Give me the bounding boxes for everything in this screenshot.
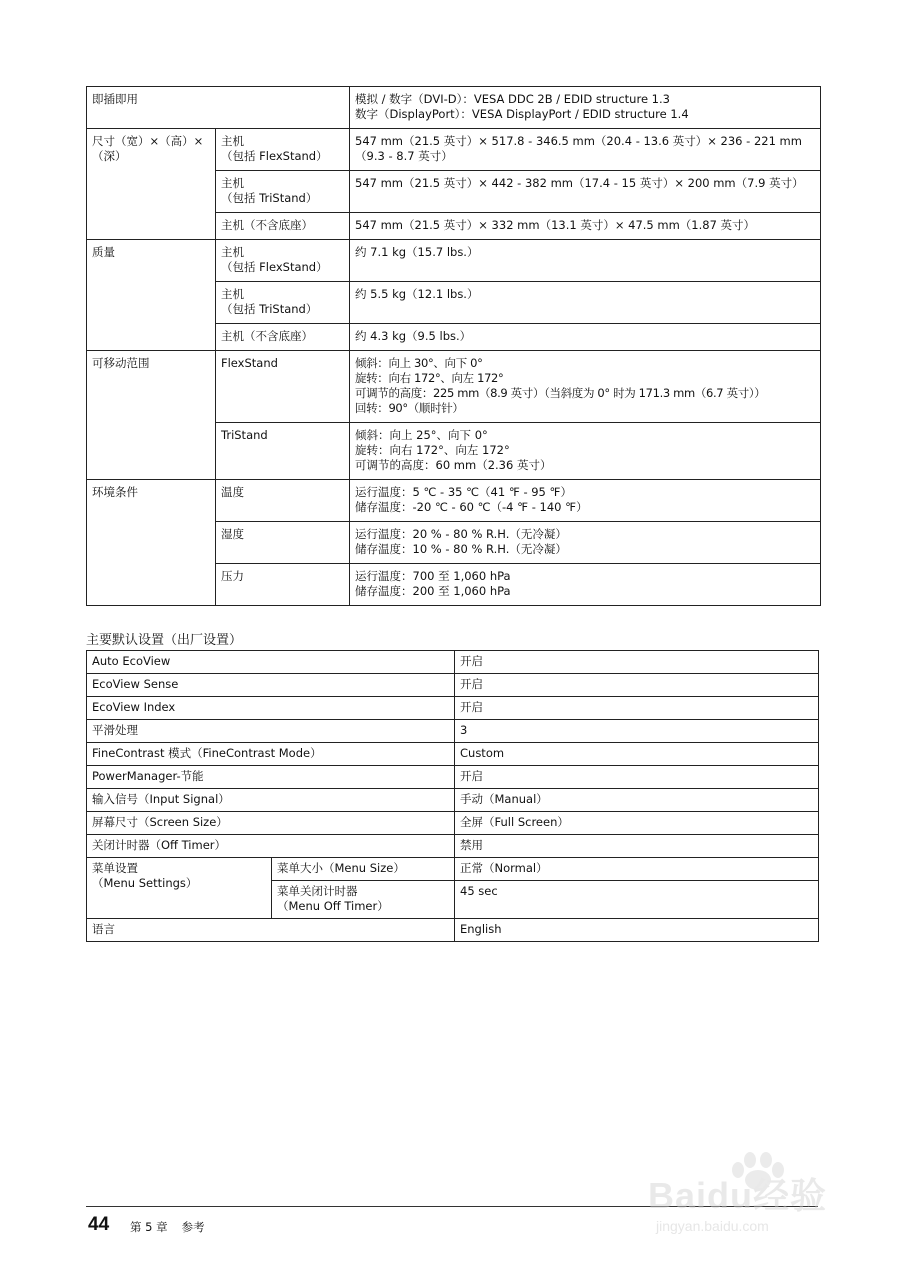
spec-label-dimensions: 尺寸（宽）×（高）×（深） xyxy=(87,129,216,240)
baidu-watermark xyxy=(648,1152,858,1244)
chapter-title: 参考 xyxy=(181,1220,205,1234)
spec-row-weight-1 xyxy=(87,240,821,282)
defaults-row-menu-size xyxy=(87,858,819,881)
defaults-row xyxy=(87,835,819,858)
defaults-label: PowerManager-节能 xyxy=(87,766,455,789)
defaults-value-menu-off-timer: 45 sec xyxy=(455,881,819,919)
watermark-url: jingyan.baidu.com xyxy=(656,1218,769,1234)
spec-value-dimensions-flexstand: 547 mm（21.5 英寸）× 517.8 - 346.5 mm（20.4 - 13.6 英寸）× 236 - 221 mm（9.3 - 8.7 英寸） xyxy=(350,129,821,171)
page-number: 44 xyxy=(88,1214,110,1235)
spec-value-env-humidity: 运行温度：20 % - 80 % R.H.（无冷凝） 储存温度：10 % - 80 % R.H.（无冷凝） xyxy=(350,522,821,564)
defaults-value: 开启 xyxy=(455,674,819,697)
defaults-sublabel-menu-off-timer: 菜单关闭计时器 （Menu Off Timer） xyxy=(272,881,455,919)
defaults-row xyxy=(87,674,819,697)
spec-label-weight: 质量 xyxy=(87,240,216,351)
defaults-row xyxy=(87,697,819,720)
spec-row-env-1 xyxy=(87,480,821,522)
defaults-value: 开启 xyxy=(455,697,819,720)
defaults-value-menu-size: 正常（Normal） xyxy=(455,858,819,881)
defaults-row xyxy=(87,766,819,789)
spec-row-range-1 xyxy=(87,351,821,423)
spec-value-dimensions-tristand: 547 mm（21.5 英寸）× 442 - 382 mm（17.4 - 15 英寸）× 200 mm（7.9 英寸） xyxy=(350,171,821,213)
chapter-number: 第 5 章 xyxy=(130,1220,168,1234)
defaults-value: 开启 xyxy=(455,766,819,789)
defaults-section-title: 主要默认设置（出厂设置） xyxy=(86,633,243,648)
defaults-row xyxy=(87,651,819,674)
spec-value-range-flexstand: 倾斜：向上 30°、向下 0° 旋转：向右 172°、向左 172° 可调节的高度：225 mm（8.9 英寸）（当斜度为 0° 时为 171.3 mm（6.7 英寸）） 回转：90°（顺时针） xyxy=(350,351,821,423)
defaults-value: 禁用 xyxy=(455,835,819,858)
spec-sub-range-flexstand: FlexStand xyxy=(216,351,350,423)
spec-sub-weight-tristand: 主机 （包括 TriStand） xyxy=(216,282,350,324)
plug-play-line-1: 模拟 / 数字（DVI-D）：VESA DDC 2B / EDID structure 1.3 xyxy=(355,92,670,106)
defaults-label: 屏幕尺寸（Screen Size） xyxy=(87,812,455,835)
defaults-label: 平滑处理 xyxy=(87,720,455,743)
spec-sub-dimensions-tristand: 主机 （包括 TriStand） xyxy=(216,171,350,213)
defaults-label: 输入信号（Input Signal） xyxy=(87,789,455,812)
defaults-row-language xyxy=(87,919,819,942)
spec-value-weight-flexstand: 约 7.1 kg（15.7 lbs.） xyxy=(350,240,821,282)
defaults-row xyxy=(87,812,819,835)
spec-sub-dimensions-flexstand: 主机 （包括 FlexStand） xyxy=(216,129,350,171)
spec-value-range-tristand: 倾斜：向上 25°、向下 0° 旋转：向右 172°、向左 172° 可调节的高度：60 mm（2.36 英寸） xyxy=(350,423,821,480)
defaults-label-menu-settings: 菜单设置 （Menu Settings） xyxy=(87,858,272,919)
spec-value-weight-nostand: 约 4.3 kg（9.5 lbs.） xyxy=(350,324,821,351)
spec-sub-env-pressure: 压力 xyxy=(216,564,350,606)
plug-play-line-2: 数字（DisplayPort）：VESA DisplayPort / EDID structure 1.4 xyxy=(355,107,689,121)
spec-label-environment: 环境条件 xyxy=(87,480,216,606)
watermark-brand: Baidu经验 xyxy=(648,1175,828,1216)
spec-value-plug-play xyxy=(350,87,821,129)
spec-sub-env-humidity: 湿度 xyxy=(216,522,350,564)
defaults-value-language: English xyxy=(455,919,819,942)
defaults-value: Custom xyxy=(455,743,819,766)
defaults-label: FineContrast 模式（FineContrast Mode） xyxy=(87,743,455,766)
spec-sub-weight-nostand: 主机（不含底座） xyxy=(216,324,350,351)
spec-value-env-pressure: 运行温度：700 至 1,060 hPa 储存温度：200 至 1,060 hPa xyxy=(350,564,821,606)
spec-label-plug-play: 即插即用 xyxy=(87,87,350,129)
spec-row-plug-play xyxy=(87,87,821,129)
defaults-row xyxy=(87,720,819,743)
spec-sub-range-tristand: TriStand xyxy=(216,423,350,480)
defaults-value: 3 xyxy=(455,720,819,743)
chapter-label xyxy=(130,1219,219,1235)
spec-sub-dimensions-nostand: 主机（不含底座） xyxy=(216,213,350,240)
defaults-table-body xyxy=(87,651,819,942)
spec-value-dimensions-nostand: 547 mm（21.5 英寸）× 332 mm（13.1 英寸）× 47.5 mm（1.87 英寸） xyxy=(350,213,821,240)
defaults-value: 手动（Manual） xyxy=(455,789,819,812)
defaults-label: 关闭计时器（Off Timer） xyxy=(87,835,455,858)
defaults-label: Auto EcoView xyxy=(87,651,455,674)
defaults-value: 全屏（Full Screen） xyxy=(455,812,819,835)
spec-sub-env-temperature: 温度 xyxy=(216,480,350,522)
defaults-label: EcoView Sense xyxy=(87,674,455,697)
spec-sub-weight-flexstand: 主机 （包括 FlexStand） xyxy=(216,240,350,282)
spec-row-dimensions-1 xyxy=(87,129,821,171)
defaults-row xyxy=(87,743,819,766)
defaults-row xyxy=(87,789,819,812)
defaults-table xyxy=(86,650,819,942)
defaults-value: 开启 xyxy=(455,651,819,674)
spec-table xyxy=(86,86,821,606)
defaults-sublabel-menu-size: 菜单大小（Menu Size） xyxy=(272,858,455,881)
spec-label-movable-range: 可移动范围 xyxy=(87,351,216,480)
spec-value-weight-tristand: 约 5.5 kg（12.1 lbs.） xyxy=(350,282,821,324)
defaults-label-language: 语言 xyxy=(87,919,455,942)
spec-value-env-temperature: 运行温度：5 ℃ - 35 ℃（41 ℉ - 95 ℉） 储存温度：-20 ℃ - 60 ℃（-4 ℉ - 140 ℉） xyxy=(350,480,821,522)
defaults-label: EcoView Index xyxy=(87,697,455,720)
